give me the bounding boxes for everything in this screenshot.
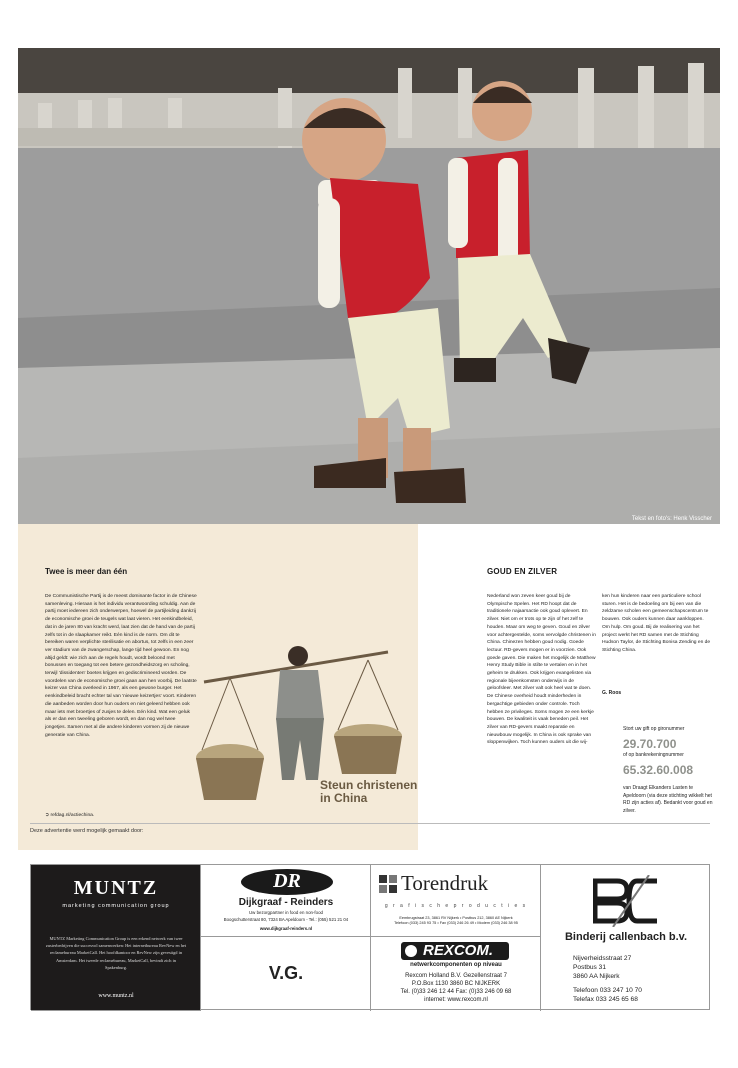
rexcom-logo: REXCOM. (401, 942, 509, 960)
dijkgraaf-name: Dijkgraaf - Reinders (238, 897, 334, 908)
torendruk-subtitle: g r a f i s c h e p r o d u c t i e s (384, 903, 528, 909)
dijkgraaf-logo-icon: DR (241, 869, 333, 895)
right-article-column-1: Nederland won zeven keer goud bij de Olympische Spelen. Het RD hoopt dat de traditionele najaarsactie ook goud oplevert. En zilver. Niet om er trots op te zijn of het zelf te houden. Maar om weg te geven. Goud en zilver voor achtergestelde, soms vervolgde christenen in China. Chinezen hebben goud nodig. Goede lectuur. RD-gevers mogen er in voorzien. Ook goede gaven. Die maken het mogelijk de Matthew Henry Study Bible in stilte te vertalen en in het geheim te drukken. Ook krijgen evangelisten via regionale bijeenkomsten onderwijs in de geloofsleer. Met zilver valt ook heel wat te doen. De Chinese overheid houdt minderheden in bergachtige gebieden onder controle. Toch hebben ze privileges. Soms mogen ze een kerkje bouwen. De kwaliteit is vaak beneden peil. Het zilver van RD-gevers maakt reparatie en nieuwbouw mogelijk. In China is ook sprake van sloppenwijken. Toch kunnen ouders uit die wij- (487, 594, 597, 746)
muntz-description: MUNTZ Marketing Communication Group is een erkend netwerk van twee zusterbedrijven die succesvol samenwerken: Het internetbureau RevNew en het reclamebureau MarketCall. Het hoofdkantoor en RevNew zijn gevestigd in Amsterdam. Het tweede reclamebureau, MarketCall, bevindt zich in Spakenburg. (45, 936, 187, 970)
torendruk-address: Eembrugstraat 23, 3861 RV Nijkerk • Postbus 212, 3860 AE Nijkerk Telefoon (033) 245 93 75 • Fax (033) 246 26 49 • Modem (033) 246 38 95 (394, 916, 518, 926)
binderij-city: 3860 AA Nijkerk (573, 973, 620, 980)
right-article-title: GOUD EN ZILVER (487, 567, 558, 576)
rexcom-globe-icon (405, 945, 417, 957)
binderij-postbus: Postbus 31 (573, 964, 606, 971)
binderij-name: Binderij callenbach b.v. (564, 931, 688, 943)
giro-label: Stort uw gift op gironummer (623, 726, 685, 732)
left-article-link[interactable]: ➲ refdag.nl/actiechina. (45, 813, 95, 818)
sponsor-vg (201, 937, 371, 1011)
sponsor-muntz (31, 865, 201, 1011)
vg-label: V.G. (268, 963, 304, 983)
left-article-title: Twee is meer dan één (45, 567, 128, 576)
rexcom-line-3: Tel. (0)33 246 12 44 Fax: (0)33 246 09 68 (400, 989, 512, 995)
giro-number: 29.70.700 (623, 737, 677, 751)
dijkgraaf-tagline: Uw bezorgpartner in food en non-food (249, 910, 323, 915)
torendruk-logo-icon (379, 875, 397, 893)
porter-caption: Steun christenen in China (320, 778, 418, 805)
bank-number: 65.32.60.008 (623, 763, 694, 777)
dijkgraaf-address: Boogschutterstraat 80, 7324 BA Apeldoorn - Tel.: (055) 521 21 04 (223, 917, 349, 922)
rexcom-tagline: netwerkcomponenten op niveau (410, 962, 502, 968)
right-article-column-2: ken hun kinderen naar een particuliere school sturen. Het is de bedoeling om bij een van die zeldzame scholen een gemeenschapscentrum te bouwen. Ook ouders kunnen daar aankloppen. Om hulp. Om goud. Bij de realisering van het project werkt het RD samen met de Stichting Hudson Taylor, de Stichting Bonisa Zending en de Stichting China. (602, 594, 711, 653)
toddlers-photo-illustration (18, 48, 720, 524)
muntz-logo: MUNTZ (73, 877, 159, 899)
torendruk-name: Torendruk (401, 871, 489, 895)
dijkgraaf-url[interactable]: www.dijkgraaf-reinders.nl (259, 926, 313, 931)
rexcom-line-4[interactable]: internet: www.rexcom.nl (424, 997, 488, 1003)
link-arrow-icon: ➲ (45, 813, 51, 818)
binderij-fax: Telefax 033 245 65 68 (573, 996, 638, 1003)
sponsor-dijkgraaf (201, 865, 371, 937)
rexcom-line-1: Rexcom Holland B.V. Gezellenstraat 7 (405, 973, 507, 979)
sponsor-torendruk (371, 865, 541, 937)
photo-credit: Tekst en foto's: Henk Visscher (631, 516, 712, 522)
sponsor-binderij (541, 865, 711, 1011)
muntz-subtitle: marketing communication group (62, 903, 170, 909)
muntz-url[interactable]: www.muntz.nl (98, 993, 134, 999)
rexcom-line-2: P.O.Box 1130 3860 BC NIJKERK (411, 981, 501, 987)
donation-footer: van Draagt Elkanders Lasten te Apeldoorn (via deze stichting wikkelt het RD zijn acties af). Bedankt voor goud en zilver. (623, 785, 713, 814)
sponsor-note: Deze advertentie werd mogelijk gemaakt door: (30, 828, 144, 834)
bank-label: of op bankrekeningnummer (623, 752, 684, 758)
divider (30, 823, 710, 824)
binderij-phone: Telefoon 033 247 10 70 (573, 987, 642, 994)
sponsor-rexcom (371, 937, 541, 1011)
article-signature: G. Roos (602, 690, 622, 696)
cover-photo (18, 48, 720, 524)
binderij-logo-icon (593, 875, 659, 927)
left-article-body: De Communistische Partij is de meest dominante factor in de Chinese samenleving. Hieraan is het individu verantwoording schuldig. Aan de partij moet iedereen zich onderwerpen, hoewel de partijleiding dankzij de economische groei de teugels wat laat vieren. Het eenkindbeleid, dat in de jaren 80 van kracht werd, laat zien dat de hand van de partij zelfs tot in de slaapkamer reikt. Eén kind is de norm. Om dit te bereiken waren verplichte sterilisatie en abortus, tot zelfs in een zeer ver stadium van de zwangerschap, lange tijd heel gewoon. En nog altijd geldt: wie zich aan de regels houdt, wordt beloond met bonussen en toegang tot een betere gezondheidszorg en scholing, terwijl 'dissidenten' boetes krijgen en gediscrimineerd worden. De voordelen van de economische groei gaan aan hen voorbij. De laatste keizer van China overleed in 1967, als een gewone burger. Het eenkindbeleid bracht echter tal van 'nieuwe keizertjes' voort. Kinderen die aanbeden worden door hun ouders en niet geleerd hebben ook maar iets met broertjes of zusjes te delen. Eén kind. Wat een geluk als er dan een tweeling geboren wordt, en dan nog wel twee jongetjes. Samen met al die andere kinderen vormen zij de nieuwe generatie van China. (45, 594, 197, 738)
sponsor-grid (30, 864, 710, 1010)
binderij-street: Nijverheidsstraat 27 (573, 955, 632, 962)
